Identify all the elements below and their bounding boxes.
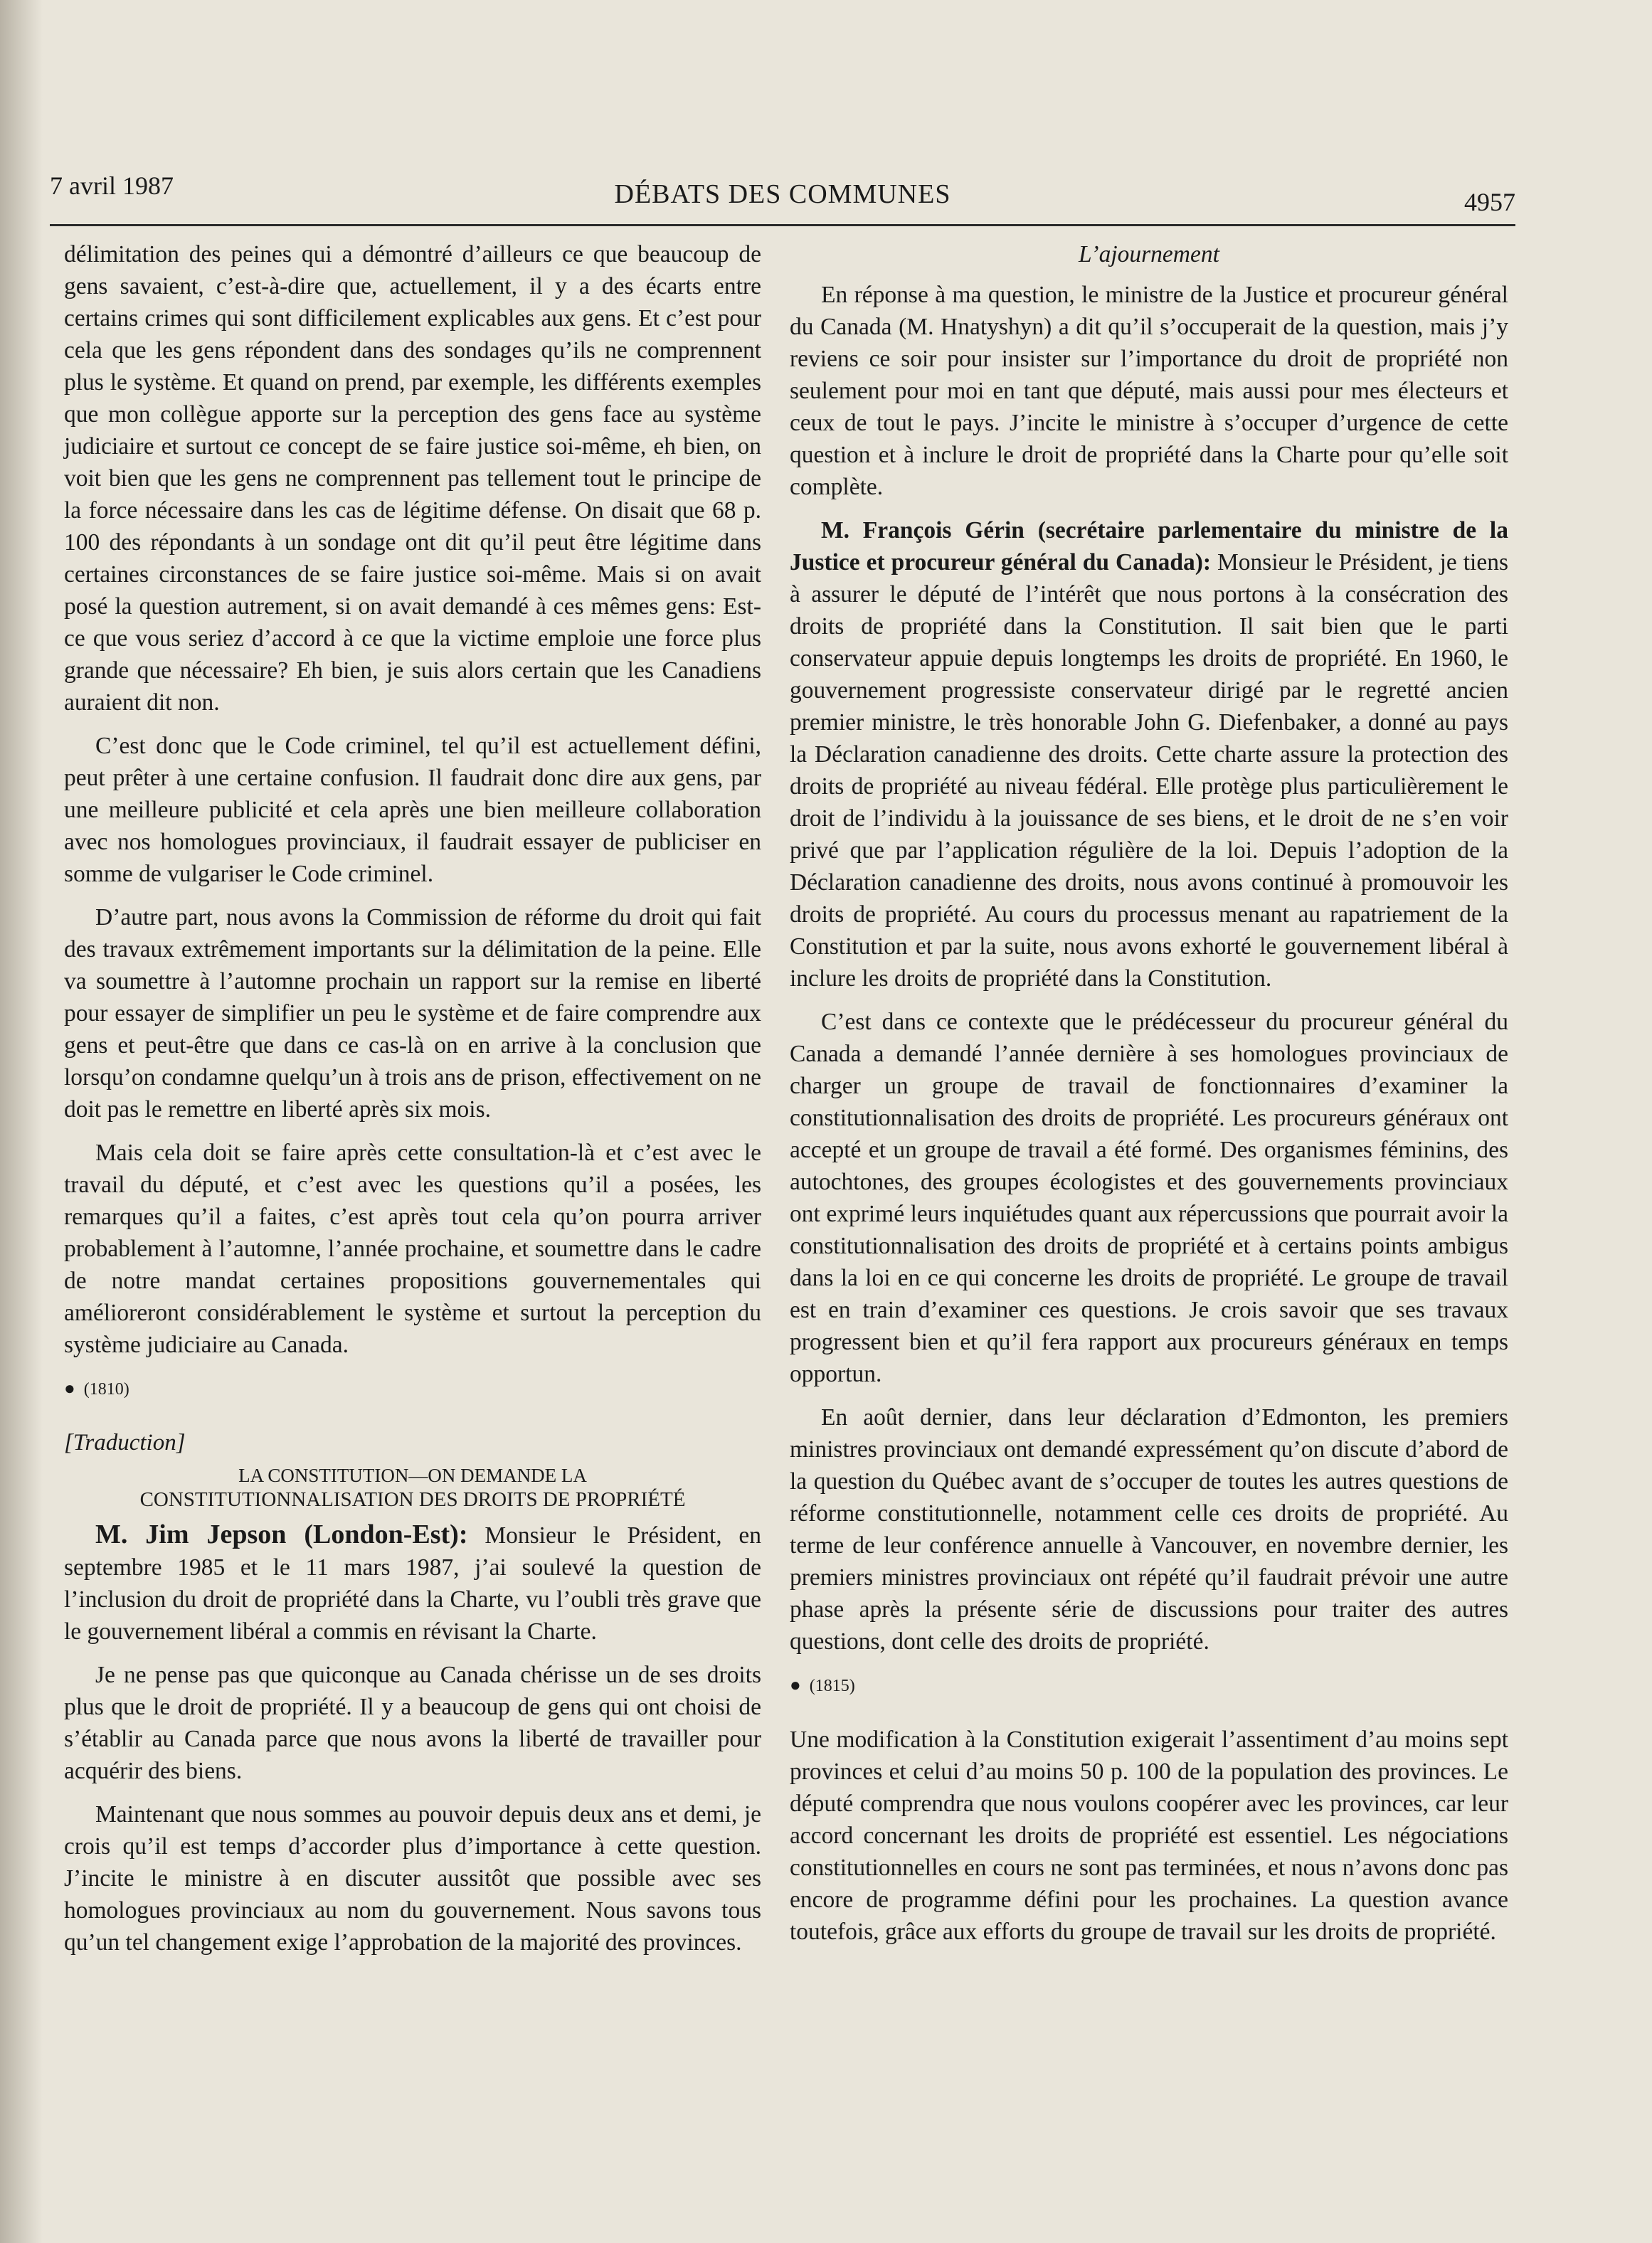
paragraph: C’est donc que le Code criminel, tel qu’il est actuellement défini, peut prêter à une certaine confusion. Il faudrait donc dire aux gens, par une meilleure publicité et cela après une bien meilleure collaboration avec nos homologues provinciaux, il faudrait essayer de publiciser en somme de vulgariser le Code criminel.	[64, 733, 761, 887]
paragraph: En août dernier, dans leur déclaration d’Edmonton, les premiers ministres provinciaux ont demandé expressément qu’on discute d’abord de la question du Québec avant de s’occuper de toutes les autres questions de réforme constitutionnelle, notamment celle ces droits de propriété. Au terme de leur conférence annuelle à Vancouver, en novembre dernier, les premiers ministres provinciaux ont répété qu’il faudrait prévoir une autre phase après la présente série de discussions pour traiter des autres questions, dont celle des droits de propriété.	[790, 1404, 1508, 1655]
paragraph: Je ne pense pas que quiconque au Canada chérisse un de ses droits plus que le droit de propriété. Il y a beaucoup de gens qui ont choisi de s’établir au Canada parce que nous avons la liberté de travailler pour acquérir des biens.	[64, 1662, 761, 1784]
time-mark-text: (1815)	[809, 1677, 855, 1695]
section-title	[64, 1463, 761, 1512]
paragraph: C’est dans ce contexte que le prédécesseur du procureur général du Canada a demandé l’année dernière à ses homologues provinciaux de charger un groupe de travail de fonctionnaires d’examiner la constitutionnalisation des droits de propriété. Les procureurs généraux ont accepté et un groupe de travail a été formé. Des organismes féminins, des autochtones, des groupes écologistes et des gouvernements provinciaux ont exprimé leurs inquiétudes quant aux répercussions que pourrait avoir la constitutionnalisation des droits de propriété et à certains points ambigus dans la loi en ce qui concerne les droits de propriété. Le groupe de travail est en train d’examiner ces questions. Je crois savoir que ses travaux progressent bien et qu’il fera rapport aux procureurs généraux en temps opportun.	[790, 1009, 1508, 1387]
header-date: 7 avril 1987	[50, 171, 174, 200]
paragraph: délimitation des peines qui a démontré d’ailleurs ce que beaucoup de gens savaient, c’est-à-dire que, actuellement, il y a des écarts entre certains crimes qui sont difficilement explicables aux gens. Et c’est pour cela que les gens répondent dans des sondages qu’ils ne comprennent plus le système. Et quand on prend, par exemple, les différents exemples que mon collègue apporte sur la perception des gens face au système judiciaire et surtout ce concept de se faire justice soi-même, eh bien, on voit bien que les gens ne comprennent pas tellement tout le principe de la force nécessaire dans les cas de légitime défense. On disait que 68 p. 100 des répondants à un sondage ont dit qu’il peut être légitime dans certaines circonstances de se faire justice soi-même. Mais si on avait posé la question autrement, si on avait demandé à ces mêmes gens: Est-ce que vous seriez d’accord à ce que la victime emploie une force plus grande que nécessaire? Eh bien, je suis alors certain que les Canadiens auraient dit non.	[64, 241, 761, 716]
paragraph: Mais cela doit se faire après cette consultation-là et c’est avec le travail du député, et c’est avec les questions qu’il a posées, les remarques qu’il a faites, c’est après tout cela qu’on pourra arriver probablement à l’automne, l’année prochaine, et soumettre dans le cadre de notre mandat certaines propositions gouvernementales qui amélioreront considérablement le système et surtout la perception du système judiciaire au Canada.	[64, 1140, 761, 1358]
translation-label: [Traduction]	[64, 1430, 186, 1455]
speaker-name: M. Jim Jepson (London-Est):	[95, 1520, 468, 1549]
header-title: DÉBATS DES COMMUNES	[614, 179, 951, 209]
book-spine-shadow	[0, 0, 43, 2243]
speech-text: Monsieur le Président, je tiens à assurer le député de l’intérêt que nous portons à la consécration des droits de propriété dans la Constitution. Il sait bien que le parti conservateur appuie depuis longtemps les droits de propriété. En 1960, le gouvernement progressiste conservateur dirigé par le regretté ancien premier ministre, le très honorable John G. Diefenbaker, a donné au pays la Déclaration canadienne des droits. Cette charte assure la protection des droits de propriété au niveau fédéral. Elle protège plus particulièrement le droit de l’individu à la jouissance de ses biens, et le droit de ne s’en voir privé que par l’application régulière de la loi. Depuis l’adoption de la Déclaration canadienne des droits, nous avons continué à promouvoir les droits de propriété. Au cours du processus menant au rapatriement de la Constitution et par la suite, nous avons exhorté le gouvernement libéral à inclure les droits de propriété dans la Constitution.	[790, 549, 1509, 992]
bullet-icon: ●	[64, 1378, 75, 1399]
section-heading: L’ajournement	[1079, 241, 1219, 267]
paragraph: Une modification à la Constitution exigerait l’assentiment d’au moins sept provinces et celui d’au moins 50 p. 100 de la population des provinces. Le député comprendra que nous voulons coopérer avec les provinces, car leur accord concernant les droits de propriété est essentiel. Les négociations constitutionnelles en cours ne sont pas terminées, et nous n’avons donc pas encore de programme défini pour les prochaines. La question avance toutefois, grâce aux efforts du groupe de travail sur les droits de propriété.	[790, 1727, 1508, 1945]
speaker-name: M. François Gérin (secrétaire parlementaire du ministre de la Justice et procureur général du Canada):	[790, 517, 1508, 576]
paragraph: En réponse à ma question, le ministre de la Justice et procureur général du Canada (M. Hnatyshyn) a dit qu’il s’occuperait de la question, mais j’y reviens ce soir pour insister sur l’importance du droit de propriété non seulement pour moi en tant que député, mais aussi pour mes électeurs et ceux de tout le pays. J’incite le ministre à s’occuper d’urgence de cette question et à inclure le droit de propriété dans la Charte pour qu’elle soit complète.	[790, 282, 1508, 500]
bullet-icon: ●	[790, 1675, 801, 1695]
time-mark	[64, 1372, 761, 1406]
left-column	[64, 238, 761, 1970]
paragraph: Maintenant que nous sommes au pouvoir depuis deux ans et demi, je crois qu’il est temps d’accorder plus d’importance à cette question. J’incite le ministre à en discuter aussitôt que possible avec ses homologues provinciaux au nom du gouvernement. Nous savons tous qu’un tel changement exige l’approbation de la majorité des provinces.	[64, 1801, 761, 1956]
page-number: 4957	[1464, 188, 1515, 216]
speech-text: Monsieur le Président, en septembre 1985 et le 11 mars 1987, j’ai soulevé la question de l’inclusion du droit de propriété dans la Charte, vu l’oubli très grave que le gouvernement libéral a commis en révisant la Charte.	[64, 1522, 762, 1645]
speech-paragraph	[790, 514, 1508, 995]
time-mark-text: (1810)	[83, 1380, 129, 1399]
page-header	[50, 160, 1515, 226]
paragraph: D’autre part, nous avons la Commission de réforme du droit qui fait des travaux extrêmement importants sur la délimitation de la peine. Elle va soumettre à l’automne prochain un rapport sur la remise en liberté pour essayer de simplifier un peu le système et de faire comprendre aux gens et peut-être que dans ce cas-là on en arrive à la conclusion que lorsqu’on condamne quelqu’un à trois ans de prison, effectivement on ne doit pas le remettre en liberté après six mois.	[64, 904, 761, 1123]
time-mark	[790, 1669, 1508, 1702]
right-column	[790, 238, 1508, 1959]
speech-paragraph	[64, 1519, 761, 1648]
section-title-line2: CONSTITUTIONNALISATION DES DROITS DE PROPRIÉTÉ	[139, 1488, 686, 1511]
section-title-line1: LA CONSTITUTION—ON DEMANDE LA	[238, 1465, 587, 1486]
